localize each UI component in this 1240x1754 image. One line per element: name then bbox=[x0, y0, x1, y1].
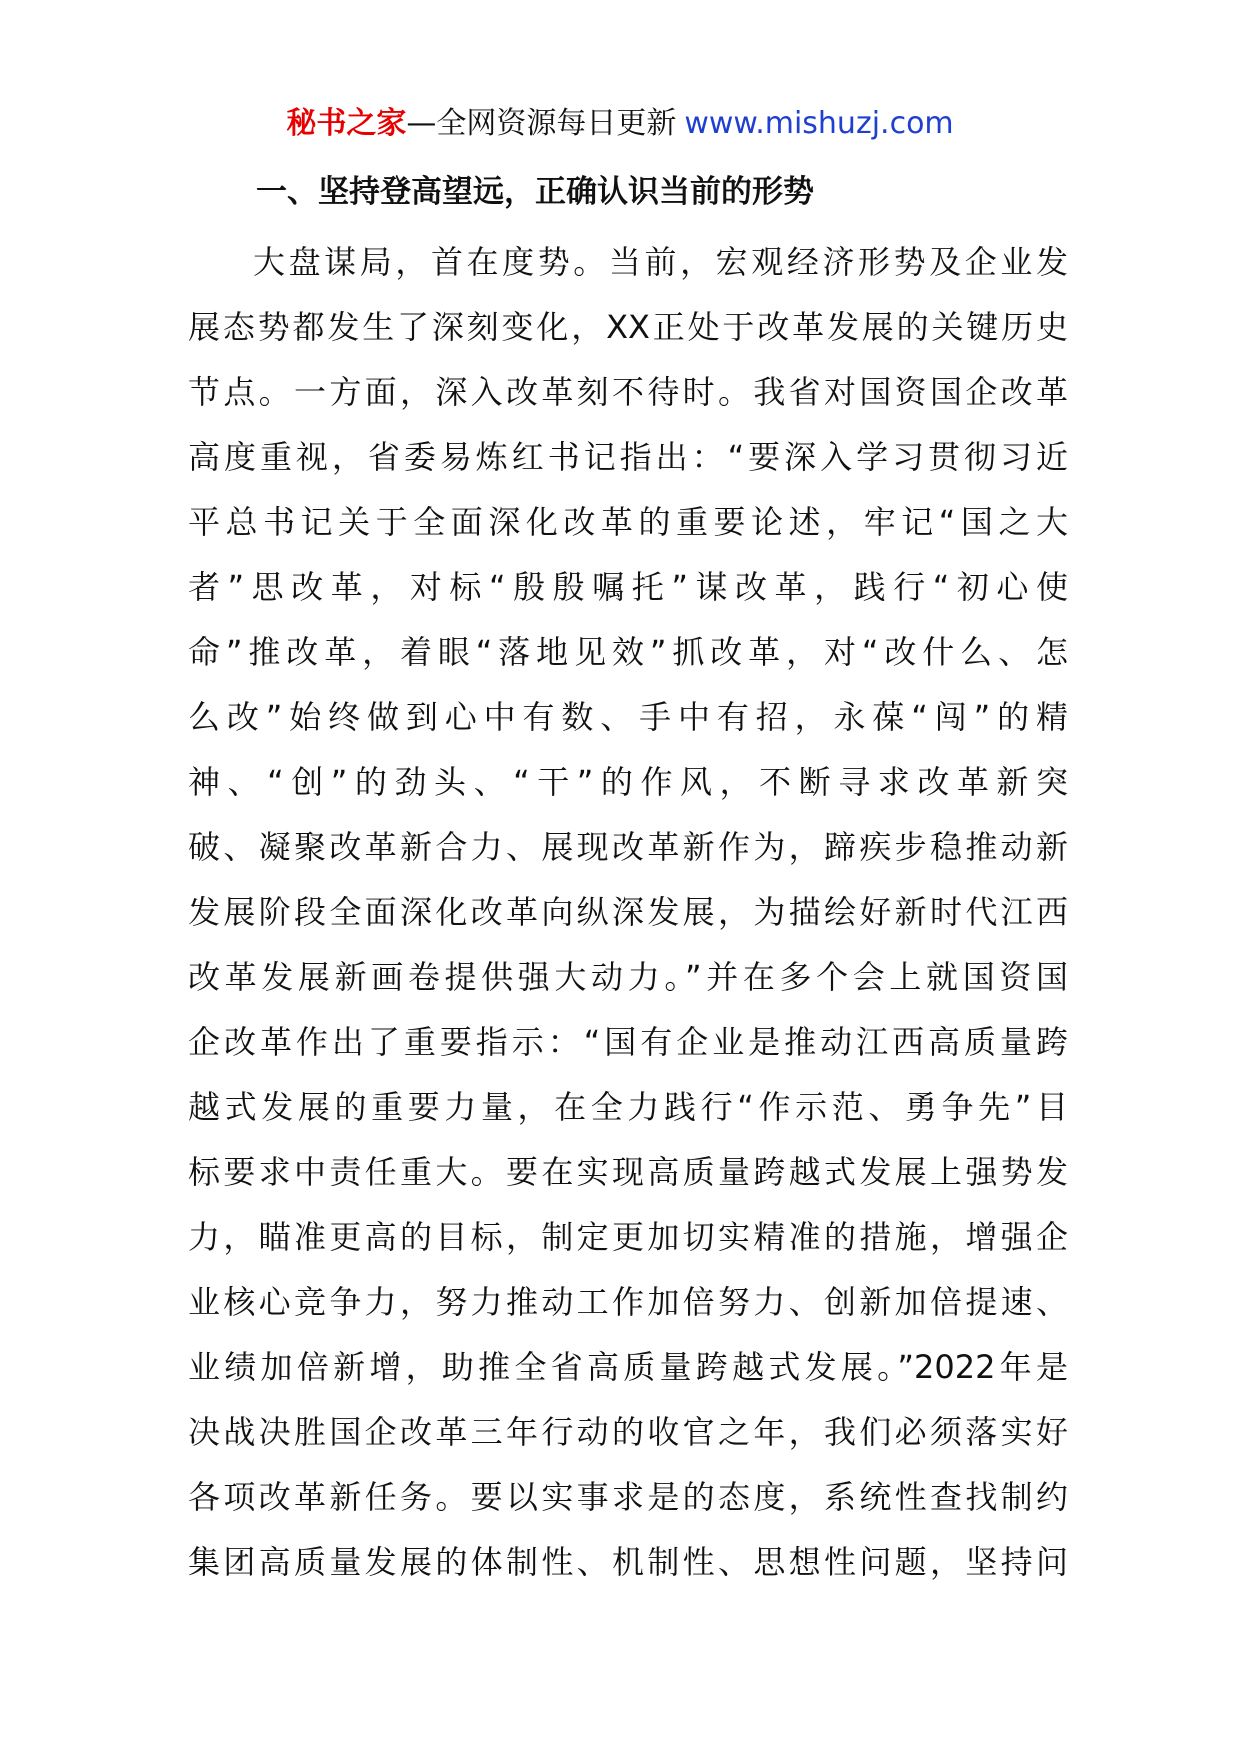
paragraph-line: 改革发展新画卷提供强大动力。”并在多个会上就国资国 bbox=[188, 958, 1068, 996]
paragraph-line: 各项改革新任务。要以实事求是的态度，系统性查找制约 bbox=[188, 1478, 1068, 1516]
body-text bbox=[188, 230, 1068, 1595]
paragraph-line: 业核心竞争力，努力推动工作加倍努力、创新加倍提速、 bbox=[188, 1283, 1068, 1321]
paragraph-line: 神、“创”的劲头、“干”的作风，不断寻求改革新突 bbox=[188, 763, 1068, 801]
paragraph-line: 发展阶段全面深化改革向纵深发展，为描绘好新时代江西 bbox=[188, 893, 1068, 931]
paragraph-line: 大盘谋局，首在度势。当前，宏观经济形势及企业发 bbox=[253, 243, 1068, 281]
paragraph-line: 集团高质量发展的体制性、机制性、思想性问题，坚持问 bbox=[188, 1543, 1068, 1581]
paragraph-line: 命”推改革，着眼“落地见效”抓改革，对“改什么、怎 bbox=[188, 633, 1068, 671]
section-heading: 一、坚持登高望远，正确认识当前的形势 bbox=[256, 174, 814, 210]
paragraph-line: 平总书记关于全面深化改革的重要论述，牢记“国之大 bbox=[188, 503, 1068, 541]
paragraph-line: 越式发展的重要力量，在全力践行“作示范、勇争先”目 bbox=[188, 1088, 1068, 1126]
paragraph-line: 展态势都发生了深刻变化，XX正处于改革发展的关键历史 bbox=[188, 308, 1068, 346]
page-header bbox=[0, 104, 1240, 144]
paragraph-line: 破、凝聚改革新合力、展现改革新作为，蹄疾步稳推动新 bbox=[188, 828, 1068, 866]
paragraph-line: 节点。一方面，深入改革刻不待时。我省对国资国企改革 bbox=[188, 373, 1068, 411]
website-link[interactable]: www.mishuzj.com bbox=[684, 106, 954, 141]
paragraph-line: 高度重视，省委易炼红书记指出：“要深入学习贯彻习近 bbox=[188, 438, 1068, 476]
header-tagline: —全网资源每日更新 bbox=[406, 106, 677, 141]
paragraph-line: 业绩加倍新增，助推全省高质量跨越式发展。”2022年是 bbox=[188, 1348, 1068, 1386]
paragraph-line: 企改革作出了重要指示：“国有企业是推动江西高质量跨 bbox=[188, 1023, 1068, 1061]
paragraph-line: 力，瞄准更高的目标，制定更加切实精准的措施，增强企 bbox=[188, 1218, 1068, 1256]
paragraph-line: 决战决胜国企改革三年行动的收官之年，我们必须落实好 bbox=[188, 1413, 1068, 1451]
brand-name: 秘书之家 bbox=[286, 106, 407, 141]
paragraph-line: 标要求中责任重大。要在实现高质量跨越式发展上强势发 bbox=[188, 1153, 1068, 1191]
paragraph-line: 者”思改革，对标“殷殷嘱托”谋改革，践行“初心使 bbox=[188, 568, 1068, 606]
paragraph-line: 么改”始终做到心中有数、手中有招，永葆“闯”的精 bbox=[188, 698, 1068, 736]
